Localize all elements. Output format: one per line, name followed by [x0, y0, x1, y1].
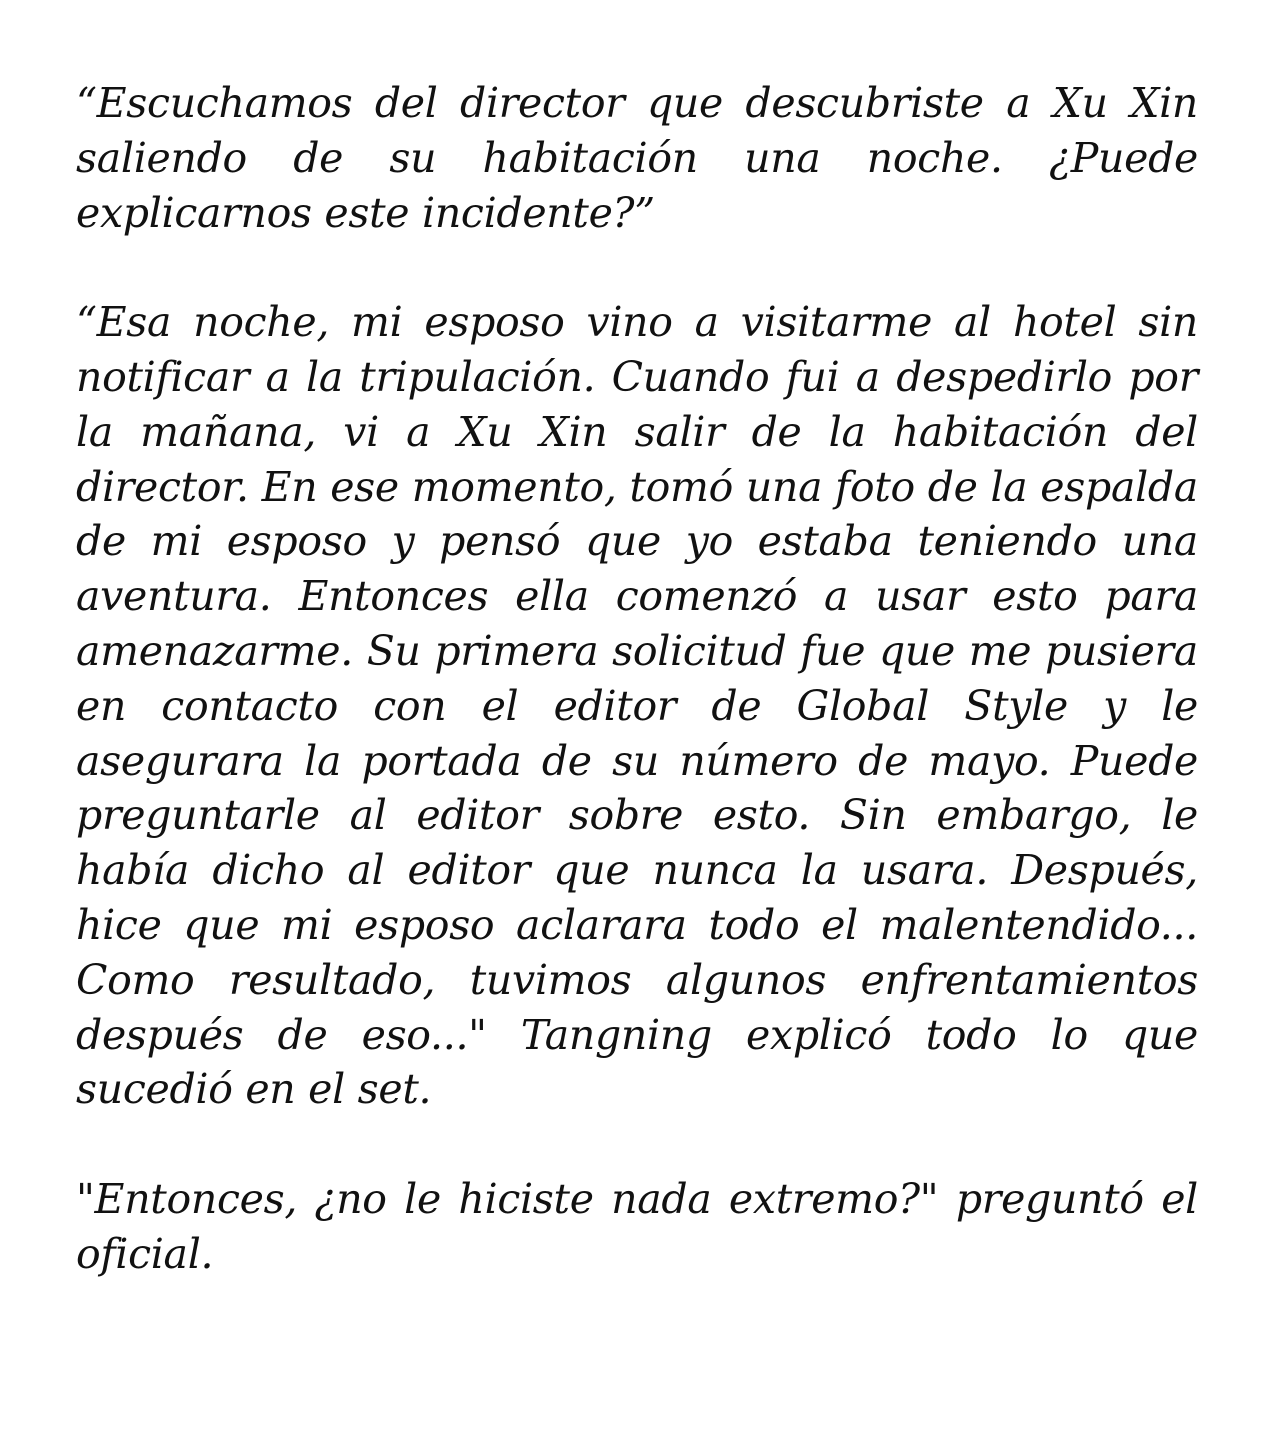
paragraph-question: “Escuchamos del director que descubriste a Xu Xin saliendo de su habitación una noche. ¿Puede explicarnos este incidente?” — [76, 79, 1198, 237]
paragraph-explanation: “Esa noche, mi esposo vino a visitarme al hotel sin notificar a la tripulación. Cuando fui a despedirlo por la mañana, vi a Xu Xin salir de la habitación del director. En ese momento, tomó una foto de la espalda de mi esposo y pensó que yo estaba teniendo una aventura. Entonces ella comenzó a usar esto para amenazarme. Su primera solicitud fue que me pusiera en contacto con el editor de Global Style y le asegurara la portada de su número de mayo. Puede preguntarle al editor sobre esto. Sin embargo, le había dicho al editor que nunca la usara. Después, hice que mi esposo aclarara todo el malentendido... Como resultado, tuvimos algunos enfrentamientos después de eso..." Tangning explicó todo lo que sucedió en el set. — [76, 298, 1198, 1114]
paragraph-officer-question: "Entonces, ¿no le hiciste nada extremo?" preguntó el oficial. — [76, 1174, 1198, 1278]
document-page — [76, 76, 1198, 1282]
